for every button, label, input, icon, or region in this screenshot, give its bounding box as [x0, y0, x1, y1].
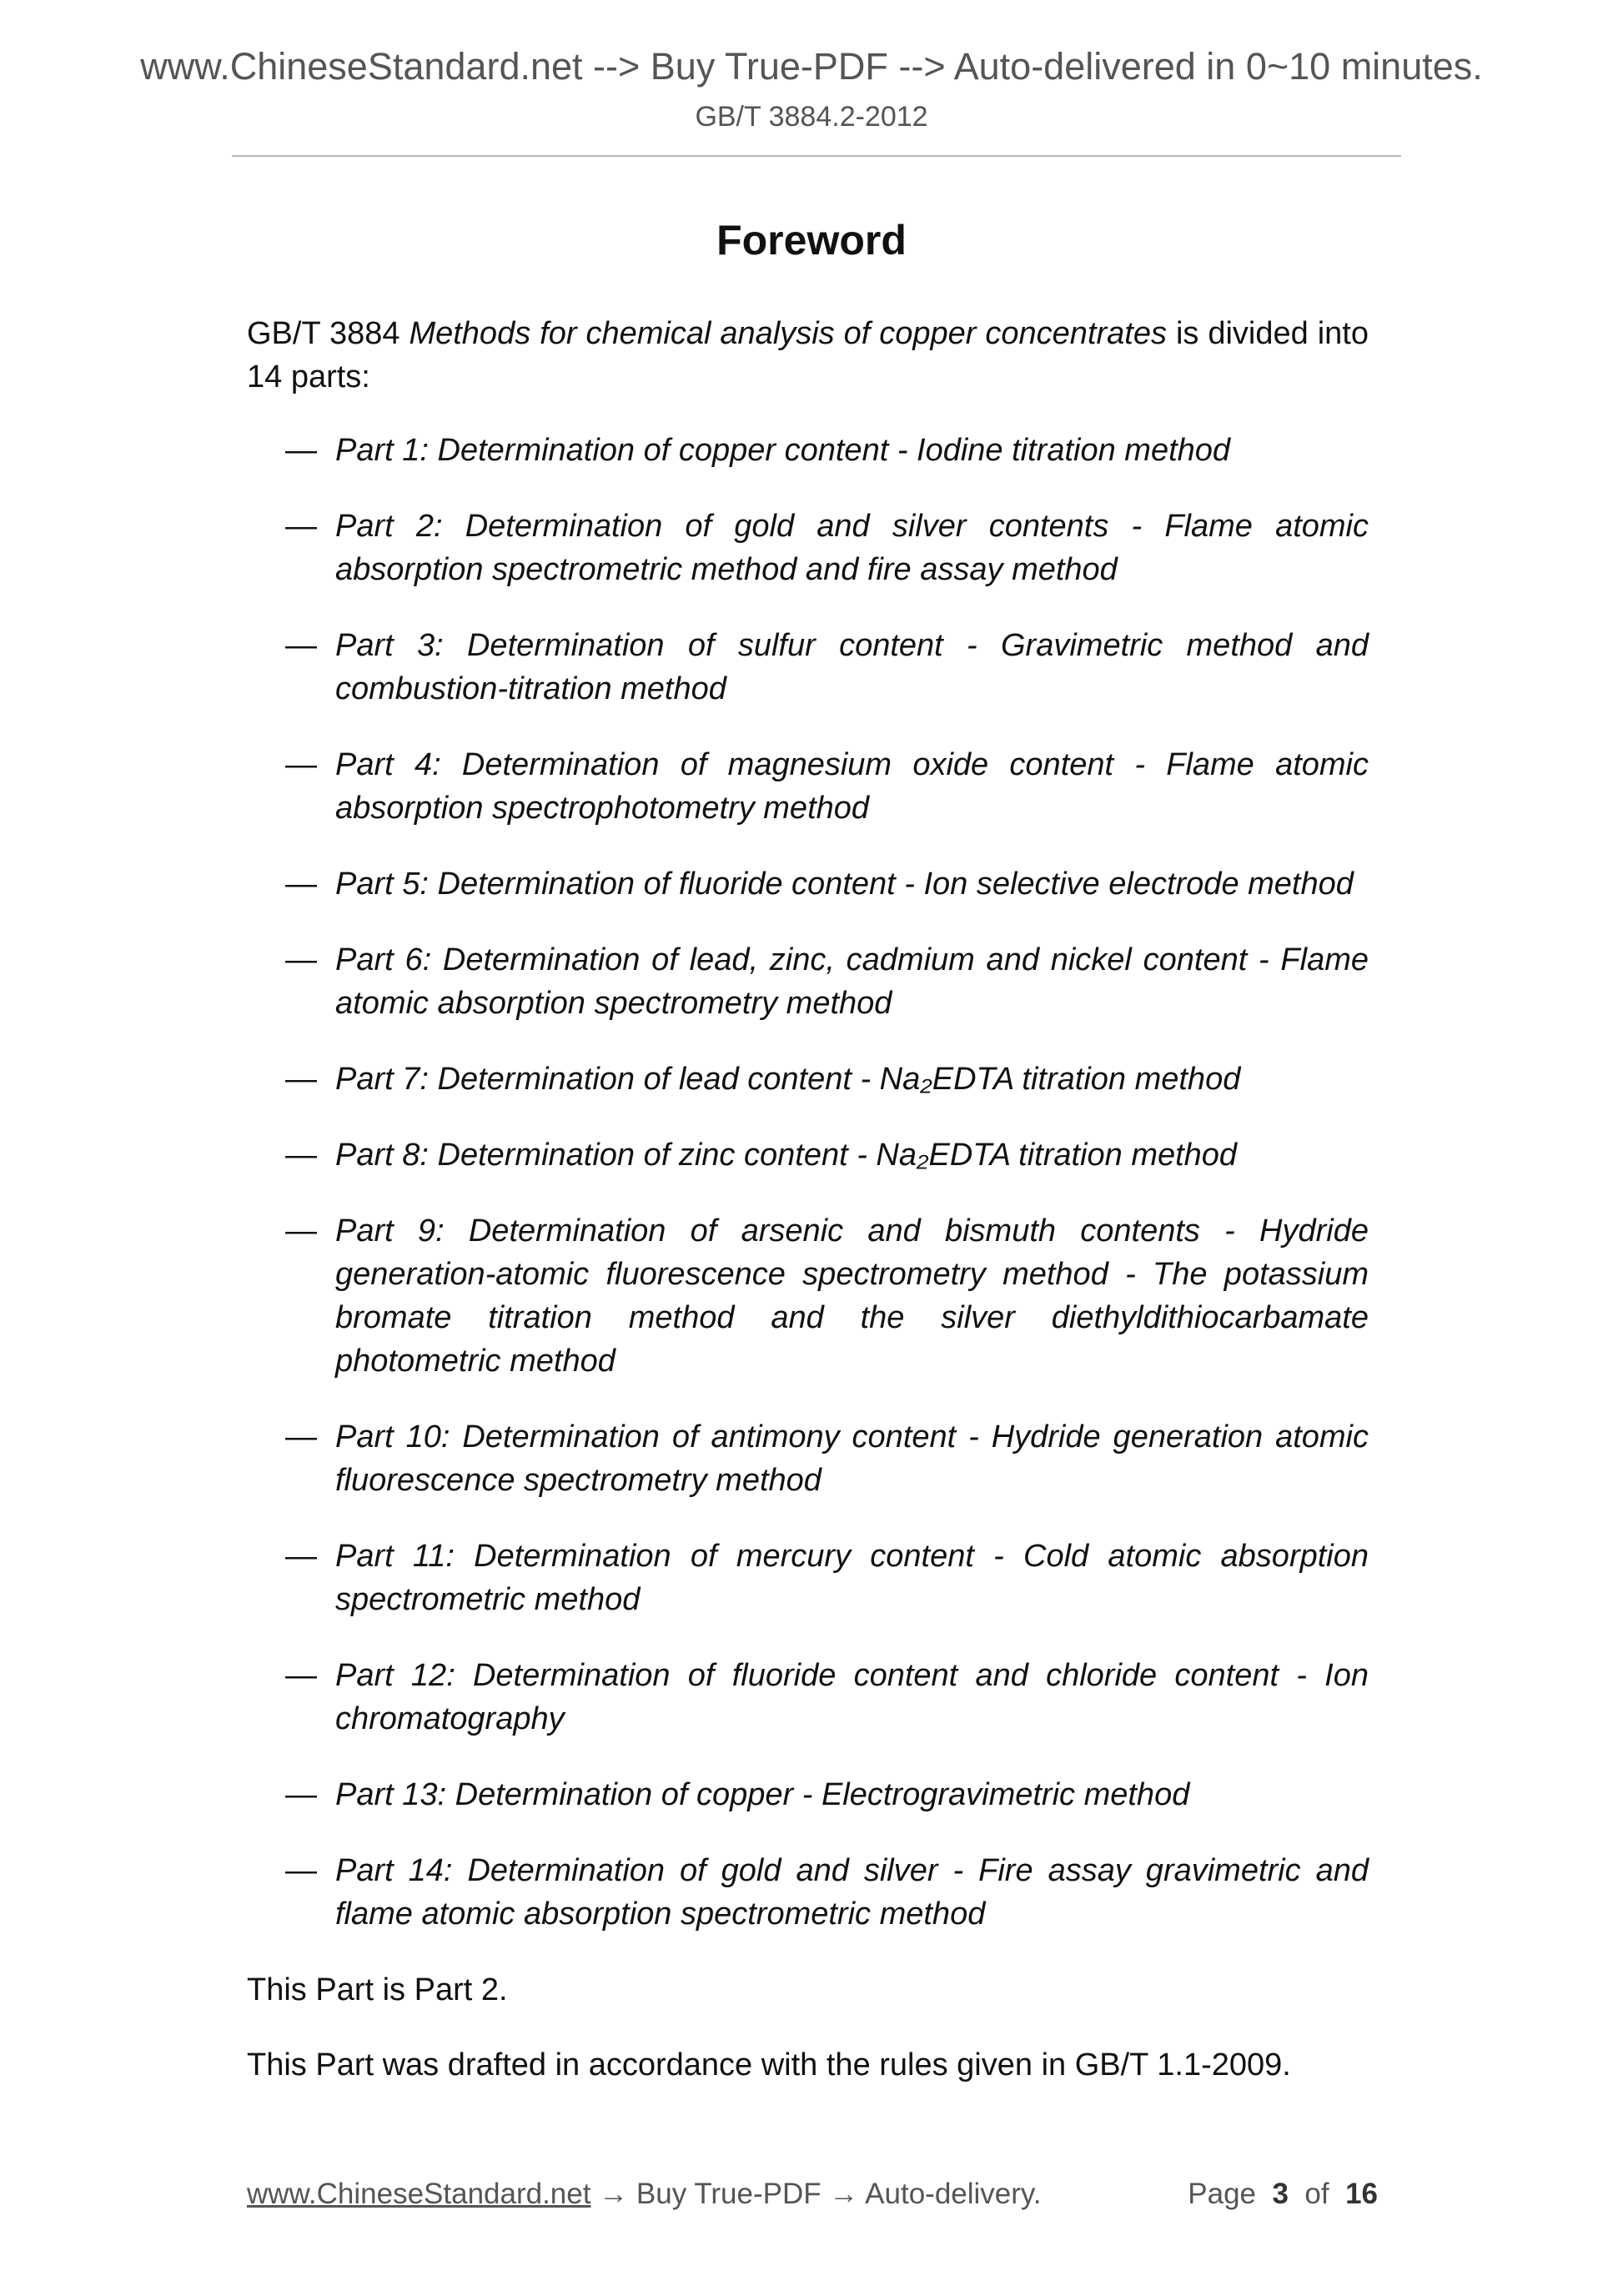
list-item [247, 862, 1369, 906]
list-item [247, 1535, 1369, 1621]
part-text: Part 12: Determination of fluoride content and chloride content - Ion chromatography [335, 1658, 1369, 1736]
list-dash: — [285, 1138, 317, 1173]
list-dash: — [285, 1658, 317, 1693]
part-text: Part 6: Determination of lead, zinc, cadmium and nickel content - Flame atomic absorption spectrometry method [335, 942, 1369, 1021]
footer-site-link[interactable]: www.ChineseStandard.net [247, 2178, 591, 2210]
part-text: Part 3: Determination of sulfur content - Gravimetric method and combustion-titration method [335, 628, 1369, 706]
part-statement: This Part is Part 2. [247, 1972, 508, 2007]
intro-prefix: GB/T 3884 [247, 316, 410, 351]
total-pages-number: 16 [1345, 2178, 1378, 2210]
page-indicator [1188, 2175, 1378, 2213]
list-item [247, 505, 1369, 591]
list-item [247, 1654, 1369, 1741]
page-label: Page [1188, 2178, 1257, 2210]
intro-suffix: is divided into 14 parts: [247, 316, 1369, 394]
header-standard-code: GB/T 3884.2-2012 [695, 101, 928, 133]
part-text: Part 2: Determination of gold and silver contents - Flame atomic absorption spectrometric method and fire assay method [335, 509, 1369, 587]
header-divider [232, 155, 1401, 157]
part-text: Part 4: Determination of magnesium oxide content - Flame atomic absorption spectrophotometry method [335, 747, 1369, 826]
part-text: Part 13: Determination of copper - Electrogravimetric method [335, 1777, 1190, 1812]
list-dash: — [285, 867, 317, 902]
list-item [247, 938, 1369, 1025]
part-text: Part 1: Determination of copper content - Iodine titration method [335, 433, 1231, 468]
part-text: Part 7: Determination of lead content - Na₂EDTA titration method [335, 1062, 1241, 1097]
list-dash: — [285, 747, 317, 782]
part-text: Part 14: Determination of gold and silver - Fire assay gravimetric and flame atomic absorption spectrometric method [335, 1853, 1369, 1932]
footer-text: → Buy True-PDF → Auto-delivery. [590, 2178, 1042, 2210]
list-dash: — [285, 1419, 317, 1454]
parts-list [247, 429, 1369, 1936]
intro-title: Methods for chemical analysis of copper concentrates [409, 316, 1167, 351]
list-item [247, 429, 1369, 472]
document-body [247, 312, 1369, 2118]
drafting-statement: This Part was drafted in accordance with the rules given in GB/T 1.1-2009. [247, 2047, 1291, 2082]
list-dash: — [285, 1853, 317, 1888]
list-item [247, 1773, 1369, 1816]
part-text: Part 11: Determination of mercury content - Cold atomic absorption spectrometric method [335, 1539, 1369, 1617]
list-item [247, 1133, 1369, 1177]
intro-paragraph [247, 312, 1369, 399]
part-text: Part 10: Determination of antimony content - Hydride generation atomic fluorescence spectrometry method [335, 1419, 1369, 1498]
list-item [247, 743, 1369, 830]
list-item [247, 1849, 1369, 1936]
list-dash: — [285, 1062, 317, 1097]
list-item [247, 1415, 1369, 1502]
list-item [247, 624, 1369, 711]
top-banner: www.ChineseStandard.net --> Buy True-PDF --> Auto-delivered in 0~10 minutes. [140, 45, 1483, 88]
list-dash: — [285, 942, 317, 977]
part-text: Part 9: Determination of arsenic and bismuth contents - Hydride generation-atomic fluorescence spectrometry method - The potassium bromate titration method and the silver diethyldithiocarbamate photometric method [335, 1213, 1369, 1379]
page-title: Foreword [716, 217, 907, 264]
list-dash: — [285, 509, 317, 544]
list-dash: — [285, 1213, 317, 1248]
of-label: of [1304, 2178, 1329, 2210]
list-dash: — [285, 433, 317, 468]
list-dash: — [285, 628, 317, 663]
part-text: Part 8: Determination of zinc content - Na₂EDTA titration method [335, 1138, 1238, 1173]
list-item [247, 1058, 1369, 1101]
part-text: Part 5: Determination of fluoride content - Ion selective electrode method [335, 867, 1354, 902]
current-page-number: 3 [1272, 2178, 1289, 2210]
list-dash: — [285, 1777, 317, 1812]
page-footer [247, 2175, 1378, 2213]
list-dash: — [285, 1539, 317, 1574]
list-item [247, 1209, 1369, 1383]
